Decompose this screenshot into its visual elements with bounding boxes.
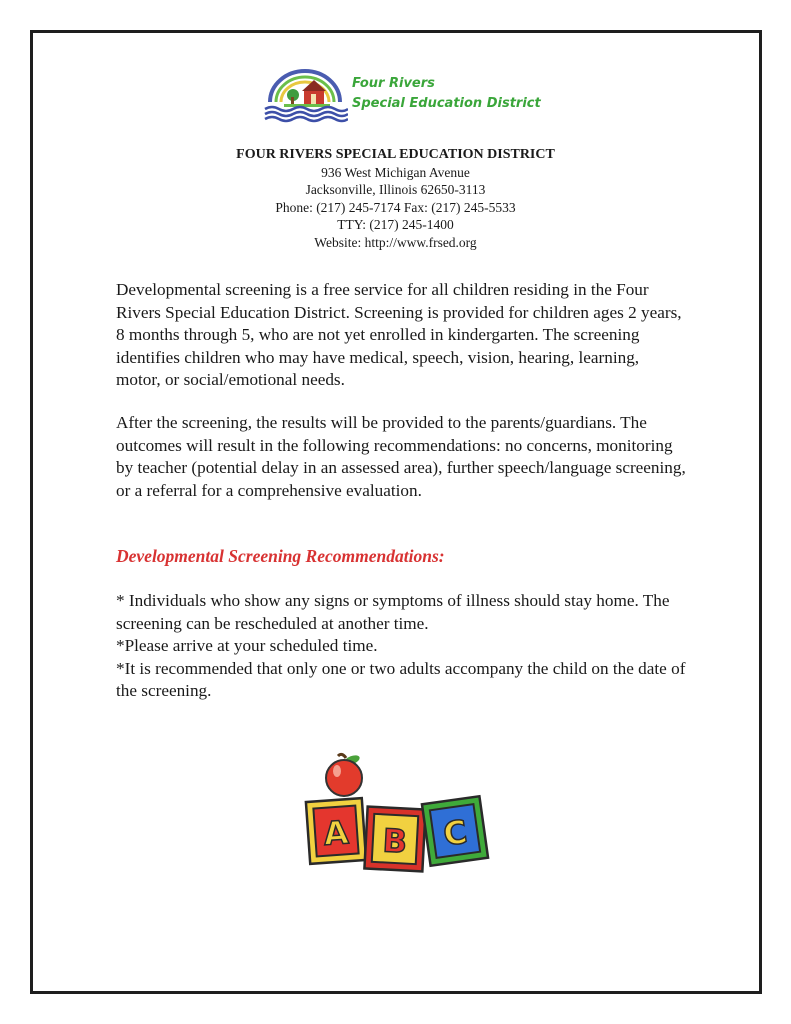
address-line-2: Jacksonville, Illinois 62650-3113 bbox=[305, 182, 486, 197]
abc-blocks-illustration bbox=[300, 752, 492, 882]
recommendation-item: *It is recommended that only one or two adults accompany the child on the date of the screening. bbox=[116, 658, 686, 700]
logo-text bbox=[352, 74, 541, 114]
apple-icon bbox=[326, 754, 362, 796]
intro-paragraph: Developmental screening is a free service for all children residing in the Four Rivers Special Education District. Screening is provided for children ages 2 years, 8 months through 5, who are not yet enrolled in kindergarten. The screening identifies children who may have medical, speech, vision, hearing, learning, motor, or social/emotional needs. bbox=[116, 280, 682, 389]
org-name: FOUR RIVERS SPECIAL EDUCATION DISTRICT bbox=[236, 147, 555, 162]
block-a-icon bbox=[306, 798, 366, 864]
block-letter: C bbox=[441, 812, 470, 854]
recommendation-item: * Individuals who show any signs or symptoms of illness should stay home. The screening can be rescheduled at another time. bbox=[116, 591, 670, 633]
logo-line-2: Special Education District bbox=[352, 96, 541, 111]
phone-fax: Phone: (217) 245-7174 Fax: (217) 245-5533 bbox=[275, 199, 516, 215]
district-logo bbox=[262, 68, 542, 124]
block-b-icon bbox=[364, 807, 425, 872]
recommendations-list bbox=[116, 590, 686, 703]
block-letter: B bbox=[381, 821, 409, 861]
tty-number: TTY: (217) 245-1400 bbox=[337, 217, 454, 232]
block-c-icon bbox=[422, 796, 488, 865]
website: Website: http://www.frsed.org bbox=[314, 234, 477, 250]
letterhead bbox=[0, 146, 791, 251]
block-letter: A bbox=[322, 813, 350, 853]
rainbow-river-logo-icon bbox=[262, 68, 348, 124]
address-line-1: 936 West Michigan Avenue bbox=[321, 164, 470, 180]
recommendation-item: *Please arrive at your scheduled time. bbox=[116, 636, 378, 655]
recommendations-heading: Developmental Screening Recommendations: bbox=[116, 546, 445, 566]
results-paragraph: After the screening, the results will be provided to the parents/guardians. The outcomes will result in the following recommendations: no concerns, monitoring by teacher (potential delay in an assessed area), further speech/language screening, or a referral for a comprehensive evaluation. bbox=[116, 413, 686, 500]
logo-line-1: Four Rivers bbox=[352, 76, 435, 91]
